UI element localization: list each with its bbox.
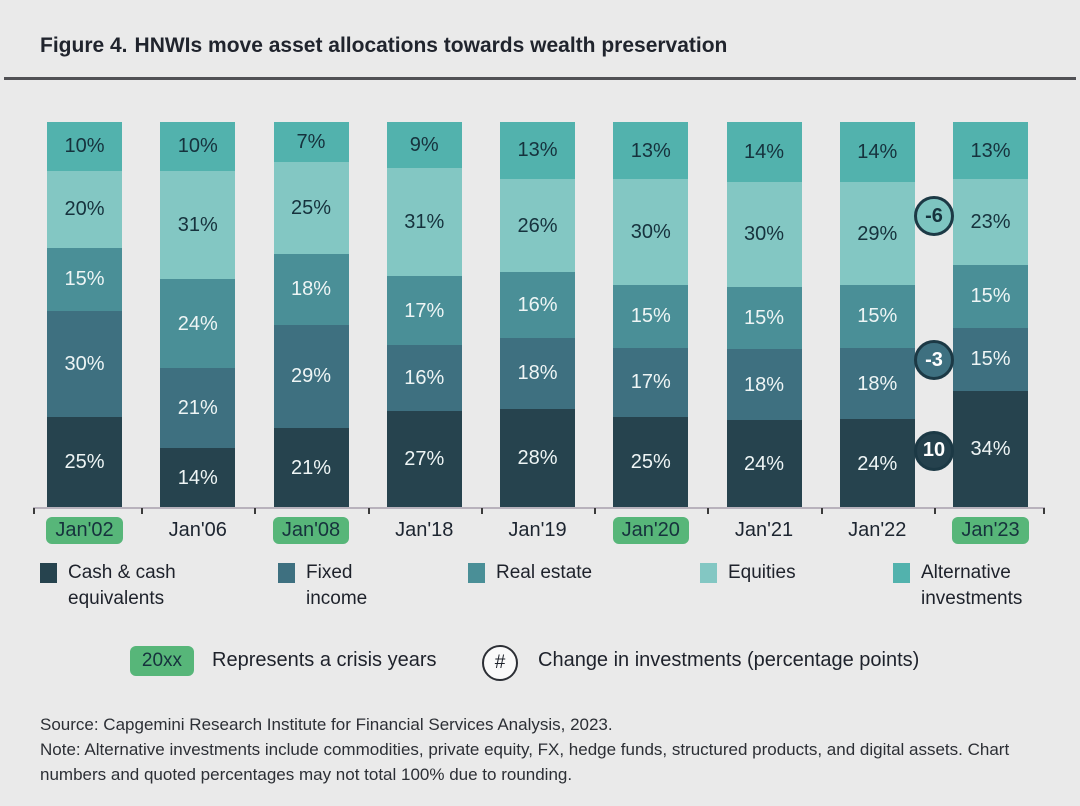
- bar-segment: [500, 409, 575, 508]
- bar-segment: [500, 338, 575, 409]
- bar-segment: [160, 448, 235, 508]
- bar-jan20: [613, 122, 688, 508]
- x-label-cell: [47, 514, 122, 546]
- bar-segment-label: 10%: [177, 135, 218, 158]
- bar-segment: [727, 420, 802, 508]
- bar-segment: [274, 325, 349, 428]
- bar-segment: [387, 345, 462, 411]
- bar-segment: [727, 182, 802, 287]
- bar-segment: [727, 287, 802, 349]
- series-legend: [0, 560, 1080, 618]
- x-label-cell: [387, 514, 462, 546]
- bar-segment: [953, 265, 1028, 328]
- legend-item: [468, 560, 592, 586]
- x-label-crisis: Jan'02: [46, 517, 122, 544]
- figure-header: [0, 0, 1080, 82]
- bar-jan22: [840, 122, 915, 508]
- bar-segment-label: 26%: [517, 214, 558, 237]
- bar-segment: [840, 182, 915, 285]
- bar-segment: [613, 348, 688, 417]
- legend-label: Alternative investments: [921, 562, 1023, 609]
- bar-segment-label: 34%: [970, 438, 1011, 461]
- legend-item: [700, 560, 796, 586]
- bar-segment: [274, 162, 349, 254]
- bar-segment: [160, 122, 235, 171]
- x-axis-line: [33, 507, 1045, 509]
- bar-segment-label: 24%: [177, 312, 218, 335]
- bar-segment-label: 18%: [290, 278, 332, 301]
- x-axis-labels: [47, 514, 1028, 546]
- bar-segment: [840, 348, 915, 419]
- bar-segment: [387, 122, 462, 168]
- bar-segment-label: 17%: [630, 371, 671, 394]
- bar-segment: [47, 171, 122, 248]
- note-text: Note: Alternative investments include commodities, private equity, FX, hedge funds, structured products, and digital assets. Chart numbers and quoted percentages may not total 100% due to rounding.: [40, 740, 1010, 784]
- bar-segment-label: 10%: [64, 135, 105, 158]
- footer-notes: [40, 712, 1052, 787]
- stacked-bars: [47, 122, 1028, 508]
- crisis-year-badge: 20xx: [130, 646, 194, 676]
- x-label: Jan'19: [508, 518, 567, 541]
- bar-segment-label: 15%: [857, 305, 898, 328]
- bar-segment: [953, 328, 1028, 391]
- bar-segment-label: 24%: [857, 452, 898, 475]
- bar-segment: [500, 122, 575, 179]
- bar-jan18: [387, 122, 462, 508]
- x-label-cell: [727, 514, 802, 546]
- bar-segment-label: 27%: [404, 448, 445, 471]
- page-title: [40, 34, 727, 58]
- bar-segment: [840, 285, 915, 348]
- bar-segment: [274, 122, 349, 162]
- bar-jan08: [274, 122, 349, 508]
- bar-segment: [274, 254, 349, 325]
- bar-segment: [727, 349, 802, 420]
- bar-segment-label: 15%: [743, 306, 785, 329]
- bar-segment-label: 30%: [64, 352, 105, 375]
- bar-segment-label: 25%: [290, 196, 332, 219]
- bar-segment: [840, 122, 915, 182]
- legend-item: [40, 560, 188, 612]
- x-label-cell: [953, 514, 1028, 546]
- x-label-crisis: Jan'20: [613, 517, 689, 544]
- bar-segment-label: 14%: [743, 140, 785, 163]
- bar-segment-label: 14%: [177, 466, 218, 489]
- legend-swatch-icon: [468, 563, 485, 583]
- change-annotation-circle: -6: [914, 196, 954, 236]
- bar-segment: [727, 122, 802, 182]
- bar-segment: [953, 122, 1028, 179]
- bar-segment-label: 31%: [404, 211, 445, 234]
- x-label: Jan'06: [168, 518, 227, 541]
- bar-segment: [613, 179, 688, 285]
- bar-segment: [500, 179, 575, 273]
- crisis-year-label: Represents a crisis years: [212, 649, 437, 671]
- bar-segment: [160, 279, 235, 368]
- bar-segment-label: 13%: [970, 139, 1011, 162]
- bar-segment-label: 25%: [630, 451, 671, 474]
- bar-segment-label: 13%: [630, 139, 671, 162]
- legend-item: [893, 560, 1046, 612]
- bar-segment: [387, 276, 462, 345]
- bar-segment: [47, 122, 122, 171]
- bar-jan21: [727, 122, 802, 508]
- bar-segment-label: 21%: [290, 456, 332, 479]
- bar-segment-label: 15%: [630, 305, 671, 328]
- x-label-crisis: Jan'23: [952, 517, 1028, 544]
- bar-jan06: [160, 122, 235, 508]
- bar-jan02: [47, 122, 122, 508]
- bar-segment-label: 13%: [517, 139, 558, 162]
- bar-segment-label: 9%: [409, 133, 439, 156]
- legend-swatch-icon: [893, 563, 910, 583]
- figure-title-text: HNWIs move asset allocations towards wealth preservation: [134, 34, 728, 57]
- change-annotation-circle: 10: [914, 431, 954, 471]
- x-label: Jan'22: [848, 518, 907, 541]
- bar-segment-label: 15%: [970, 285, 1011, 308]
- bar-segment: [953, 391, 1028, 508]
- legend-label: Equities: [728, 562, 796, 583]
- figure-number: Figure 4.: [40, 34, 128, 57]
- bar-segment: [613, 417, 688, 509]
- bar-segment-label: 23%: [970, 211, 1011, 234]
- bar-segment-label: 31%: [177, 213, 218, 236]
- axis-tick: [1043, 508, 1045, 514]
- bar-segment: [274, 428, 349, 508]
- bar-segment-label: 20%: [64, 198, 105, 221]
- bar-segment-label: 30%: [630, 221, 671, 244]
- x-label: Jan'18: [395, 518, 454, 541]
- x-label-cell: [274, 514, 349, 546]
- bar-segment-label: 25%: [64, 451, 105, 474]
- bar-segment: [47, 248, 122, 311]
- bar-segment: [500, 272, 575, 337]
- change-annotation-circle: -3: [914, 340, 954, 380]
- change-label: Change in investments (percentage points): [538, 649, 920, 671]
- bar-segment-label: 30%: [743, 223, 785, 246]
- bar-segment-label: 15%: [64, 268, 105, 291]
- x-label: Jan'21: [734, 518, 794, 541]
- bar-segment-label: 29%: [857, 222, 898, 245]
- bar-segment-label: 18%: [857, 372, 898, 395]
- bar-jan19: [500, 122, 575, 508]
- x-label-cell: [840, 514, 915, 546]
- legend-swatch-icon: [40, 563, 57, 583]
- x-label-crisis: Jan'08: [273, 517, 349, 544]
- bar-segment: [387, 411, 462, 508]
- bar-segment-label: 24%: [743, 453, 785, 475]
- x-label-cell: [160, 514, 235, 546]
- bar-segment: [953, 179, 1028, 265]
- bar-segment: [840, 419, 915, 508]
- title-divider: [4, 77, 1076, 80]
- bar-segment: [47, 311, 122, 417]
- bar-segment-label: 18%: [743, 373, 785, 396]
- chart-area: [47, 122, 1028, 508]
- bar-segment: [387, 168, 462, 277]
- bar-segment-label: 21%: [177, 396, 218, 419]
- x-label-cell: [500, 514, 575, 546]
- bar-jan23: [953, 122, 1028, 508]
- legend-swatch-icon: [700, 563, 717, 583]
- change-symbol-icon: #: [482, 645, 518, 681]
- legend-label: Fixed income: [306, 562, 368, 609]
- bar-segment-label: 16%: [404, 366, 445, 389]
- bar-segment: [160, 171, 235, 280]
- bar-segment: [613, 122, 688, 179]
- bar-segment: [47, 417, 122, 509]
- legend-item: [278, 560, 381, 612]
- bar-segment-label: 14%: [857, 141, 898, 164]
- notes-legend: [0, 645, 1080, 683]
- source-text: Source: Capgemini Research Institute for Financial Services Analysis, 2023.: [40, 715, 613, 734]
- legend-label: Real estate: [496, 562, 593, 583]
- x-label-cell: [613, 514, 688, 546]
- bar-segment-label: 15%: [970, 348, 1011, 371]
- bar-segment-label: 17%: [404, 299, 445, 322]
- bar-segment-label: 7%: [296, 131, 326, 153]
- legend-swatch-icon: [278, 563, 295, 583]
- bar-segment-label: 16%: [517, 294, 558, 317]
- bar-segment: [613, 285, 688, 348]
- legend-label: Cash & cash equivalents: [68, 562, 176, 609]
- bar-segment-label: 18%: [517, 362, 558, 385]
- bar-segment: [160, 368, 235, 448]
- bar-segment-label: 29%: [290, 365, 332, 388]
- bar-segment-label: 28%: [517, 447, 558, 470]
- axis-tick: [33, 508, 35, 514]
